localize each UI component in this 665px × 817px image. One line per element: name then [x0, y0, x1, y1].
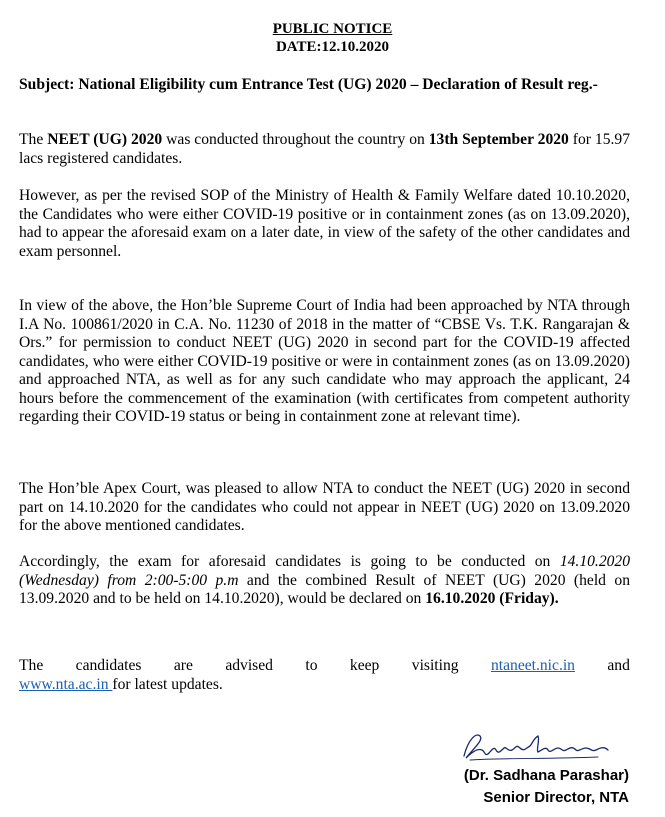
- para1-text-3: for 15.97 lacs registered candidates.: [19, 131, 630, 167]
- handwritten-signature: [458, 728, 616, 764]
- ntaneet-link[interactable]: ntaneet.nic.in: [490, 657, 575, 674]
- para1-text-2: was conducted throughout the country on: [162, 131, 429, 148]
- subject-line: Subject: National Eligibility cum Entrance Test (UG) 2020 – Declaration of Result reg.-: [19, 76, 598, 93]
- signature-stroke: [464, 735, 608, 758]
- para6-text-end: for latest updates.: [112, 675, 223, 693]
- paragraph-exam-conducted: [19, 131, 630, 168]
- paragraph-revised-sop: However, as per the revised SOP of the Ministry of Health & Family Welfare dated 10.10.2020, the Candidates who were either COVID-19 positive or in containment zones (as on 13.09.2020), had to appear the aforesaid exam on a later date, in view of the safety of the other candidates and exam personnel.: [19, 187, 630, 260]
- para6-word: visiting: [411, 657, 459, 674]
- para5-text-1: Accordingly, the exam for aforesaid candidates is going to be conducted on: [19, 553, 560, 570]
- para1-bold-exam: NEET (UG) 2020: [47, 131, 163, 148]
- para6-word: candidates: [75, 657, 142, 674]
- para5-exam-time: 14.10.2020 (Wednesday) from 2:00-5:00 p.m: [19, 553, 630, 589]
- para1-bold-date: 13th September 2020: [428, 131, 569, 148]
- nta-website-link[interactable]: www.nta.ac.in: [19, 675, 113, 693]
- para6-second-line: [19, 676, 630, 695]
- signatory-designation: Senior Director, NTA: [483, 789, 629, 806]
- para6-word: The: [19, 657, 44, 674]
- para6-word: to: [305, 657, 318, 674]
- notice-title: PUBLIC NOTICE: [272, 21, 393, 37]
- signature-underline: [470, 757, 598, 760]
- paragraph-supreme-court: In view of the above, the Hon’ble Supreme Court of India had been approached by NTA through I.A No. 100861/2020 in C.A. No. 11230 of 2018 in the matter of “CBSE Vs. T.K. Rangarajan & Ors.” for permission to conduct NEET (UG) 2020 in second part for the COVID-19 affected candidates, who were either COVID-19 positive or were in containment zones (as on 13.09.2020) and approached NTA, as well as for any such candidate who may approach the applicant, 24 hours before the commencement of the examination (with certificates from competent authority regarding their COVID-19 status or being in containment zone at relevant time).: [19, 297, 630, 425]
- notice-date: DATE:12.10.2020: [275, 39, 390, 55]
- paragraph-updates: [19, 657, 630, 694]
- para6-word: keep: [349, 657, 380, 674]
- para6-first-line: [19, 657, 630, 676]
- para1-text-1: The: [19, 131, 48, 148]
- para6-word: are: [173, 657, 193, 674]
- para5-result-date: 16.10.2020 (Friday).: [425, 590, 559, 607]
- para6-word: and: [607, 657, 630, 674]
- paragraph-apex-court: The Hon’ble Apex Court, was pleased to allow NTA to conduct the NEET (UG) 2020 in second part on 14.10.2020 for the candidates who could not appear in NEET (UG) 2020 on 13.09.2020 for the above mentioned candidates.: [19, 480, 630, 534]
- paragraph-result-declaration: [19, 553, 630, 609]
- signatory-name: (Dr. Sadhana Parashar): [463, 767, 629, 784]
- para6-word: advised: [225, 657, 273, 674]
- para5-text-2: and the combined Result of NEET (UG) 2020 (held on 13.09.2020 and to be held on 14.10.2020), would be declared on: [19, 571, 630, 607]
